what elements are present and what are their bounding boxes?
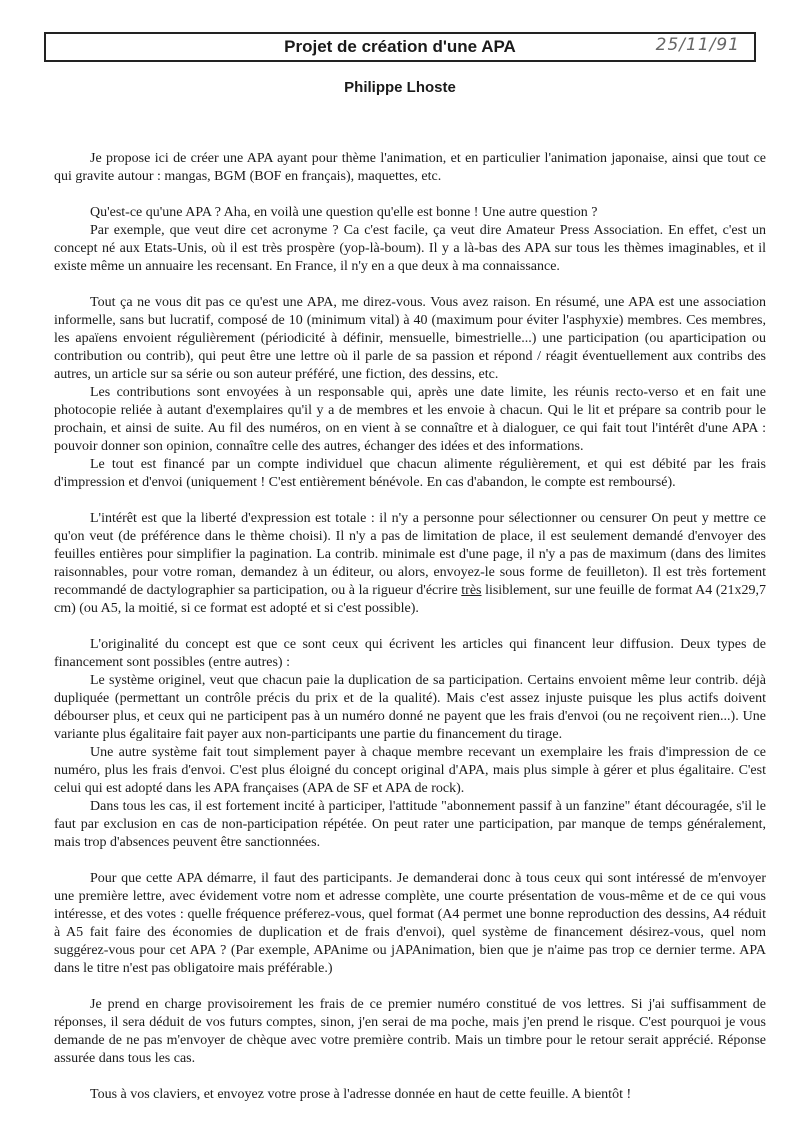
underlined-word: très [461, 583, 482, 598]
document-title: Projet de création d'une APA [284, 37, 516, 56]
paragraph-costs: Je prend en charge provisoirement les frais de ce premier numéro constitué de vos lettres. Si j'ai suffisamment de réponses, il sera déduit de vos futurs comptes, sinon, j'en serai de ma poche, mais j'en prend le risque. C'est pourquoi je vous demande de ne pas m'envoyer de chèque avec votre première contrib. Mais un timbre pour le retour serait apprécié. Réponse assurée dans tous les cas. [54, 997, 766, 1066]
paragraph-freedom [54, 510, 766, 618]
freedom-text-after: lisiblement, sur une feuille de format A4 (21x29,7 cm) (ou A5, la moitié, si ce format est adopté et si c'est possible). [54, 583, 766, 616]
paragraph-originality: L'originalité du concept est que ce sont ceux qui écrivent les articles qui financent leur diffusion. Deux types de financement sont possibles (entre autres) : [54, 637, 766, 670]
paragraph-acronym: Par exemple, que veut dire cet acronyme ? Ca c'est facile, ça veut dire Amateur Press Association. En effet, c'est un concept né aux Etats-Unis, où il est très prospère (yop-là-boum). Il y a là-bas des APA sur tous les thèmes imaginables, et il existe même un annuaire les recensant. En France, il n'y en a que deux à ma connaissance. [54, 223, 766, 274]
freedom-text-before: L'intérêt est que la liberté d'expression est totale : il n'y a personne pour sélectionner ou censurer On peut y mettre ce qu'on veut (de préférence dans le thème choisi). Il n'y a pas de limitation de place, il est seulement demandé d'envoyer des feuilles entières pour simplifier la pagination. La contrib. minimale est d'une page, il n'y a pas de maximum (dans des limites raisonnables, pour votre roman, demandez à un éditeur, ou alors, envoyez-le sous forme de feuilleton). Il est très fortement recommandé de dactylographier sa participation, ou à la rigueur d'écrire [54, 511, 766, 598]
paragraph-other-system: Une autre système fait tout simplement payer à chaque membre recevant un exemplaire les frais d'impression de ce numéro, plus les frais d'envoi. C'est plus éloigné du concept original d'APA, mais plus simple à gérer et plus égalitaire. C'est celui qui est adopté dans les APA françaises (APA de SF et APA de rock). [54, 745, 766, 796]
author-name: Philippe Lhoste [344, 79, 456, 96]
paragraph-closing: Tous à vos claviers, et envoyez votre prose à l'adresse donnée en haut de cette feuille. A bientôt ! [90, 1087, 632, 1102]
title-box [44, 32, 756, 62]
paragraph-call-for-participants: Pour que cette APA démarre, il faut des participants. Je demanderai donc à tous ceux qui sont intéressé de m'envoyer une première lettre, avec évidement votre nom et adresse complète, une courte présentation de vous-même et de ce qui vous intéresse, et des votes : quelle fréquence préferez-vous, quel format (A4 permet une bonne reproduction des dessins, A4 réduit à A5 fait faire des économies de duplication et de frais d'envoi), quel système de financement désirez-vous, quel nom suggérez-vous pour cet APA ? (Par exemple, APAnime ou jAPAnimation, bien que je n'aime pas trop ce dernier terme. APA dans le titre n'est pas obligatoire mais préférable.) [54, 871, 766, 976]
handwritten-date: 25/11/91 [655, 35, 740, 55]
paragraph-participation: Dans tous les cas, il est fortement incité à participer, l'attitude "abonnement passif à un fanzine" étant découragée, s'il le faut par exclusion en cas de non-participation répétée. On peut rater une participation, par manque de temps généralement, mais trop d'absences peuvent être sanctionnées. [54, 799, 766, 850]
paragraph-contributions: Les contributions sont envoyées à un responsable qui, après une date limite, les réunis recto-verso et en fait une photocopie reliée à autant d'exemplaires qu'il y a de membres et les envoie à chacun. Qui le lit et prépare sa contrib pour le prochain, et ainsi de suite. Au fil des numéros, on en vient à se connaître et à dialoguer, ce qui fait tout l'intérêt d'une APA : pouvoir donner son opinion, connaître celle des autres, échanger des idées et des informations. [54, 385, 766, 454]
paragraph-definition: Tout ça ne vous dit pas ce qu'est une APA, me direz-vous. Vous avez raison. En résumé, une APA est une association informelle, sans but lucratif, composé de 10 (minimum vital) à 40 (maximum pour éviter l'asphyxie) membres. Ces membres, les apaïens envoient régulièrement (périodicité à définir, mensuelle, bimestrielle...) une participation (ou aparticipation ou contribution ou contrib), qui peut être une lettre où il parle de sa passion et répond / réagit éventuellement aux contribs des autres, un article sur sa série ou son auteur préféré, une fiction, des dessins, etc. [54, 295, 766, 382]
paragraph-intro: Je propose ici de créer une APA ayant pour thème l'animation, et en particulier l'animation japonaise, ainsi que tout ce qui gravite autour : mangas, BGM (BOF en français), maquettes, etc. [54, 151, 766, 184]
paragraph-financing: Le tout est financé par un compte individuel que chacun alimente régulièrement, et qui est débité par les frais d'impression et d'envoi (uniquement ! C'est entièrement bénévole. En cas d'abandon, le compte est remboursé). [54, 457, 766, 490]
paragraph-question: Qu'est-ce qu'une APA ? Aha, en voilà une question qu'elle est bonne ! Une autre question ? [90, 205, 598, 220]
paragraph-original-system: Le système originel, veut que chacun paie la duplication de sa participation. Certains envoient même leur contrib. déjà dupliquée (permettant un contrôle précis du prix et de la qualité). Mais c'est assez injuste puisque les plus actifs doivent débourser plus, et ceux qui ne participent pas à un numéro donné ne payent que les frais d'envoi (ou ne reçoivent rien...). Une variante plus égalitaire fait payer aux non-participants une partie du financement du tirage. [54, 673, 766, 742]
document-body [54, 150, 766, 1104]
